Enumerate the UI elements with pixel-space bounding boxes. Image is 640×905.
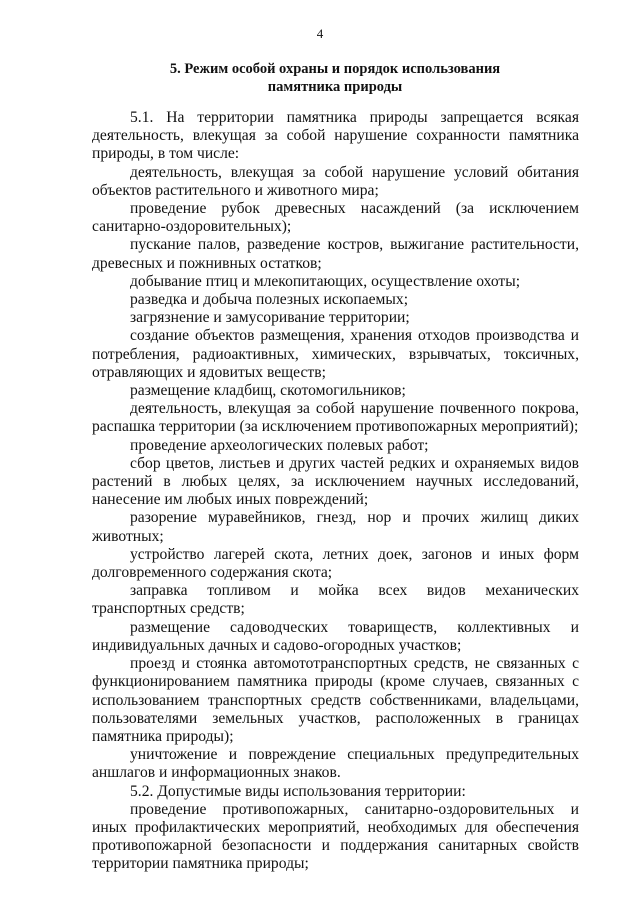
list-item: заправка топливом и мойка всех видов механических транспортных средств;	[92, 582, 579, 618]
document-body	[92, 109, 579, 874]
list-item: создание объектов размещения, хранения отходов производства и потребления, радиоактивных, химических, взрывчатых, токсичных, отравляющих и ядовитых веществ;	[92, 327, 579, 381]
list-item: уничтожение и повреждение специальных предупредительных аншлагов и информационных знаков.	[92, 746, 579, 782]
section-heading	[90, 60, 580, 96]
list-item: размещение садоводческих товариществ, коллективных и индивидуальных дачных и садово-огородных участков;	[92, 618, 579, 654]
list-item: проведение противопожарных, санитарно-оздоровительных и иных профилактических мероприятий, необходимых для обеспечения противопожарной безопасности и поддержания санитарных свойств территории памятника природы;	[92, 800, 579, 873]
list-item: проведение археологических полевых работ;	[130, 436, 429, 454]
paragraph-5-1-intro: 5.1. На территории памятника природы запрещается всякая деятельность, влекущая за собой нарушение сохранности памятника природы, в том числе:	[92, 109, 579, 163]
page-number: 4	[316, 26, 324, 41]
section-heading-line-2: памятника природы	[267, 79, 403, 95]
paragraph-5-2-intro: 5.2. Допустимые виды использования территории:	[130, 782, 466, 800]
list-item: проведение рубок древесных насаждений (за исключением санитарно-оздоровительных);	[92, 200, 579, 236]
list-item: деятельность, влекущая за собой нарушение условий обитания объектов растительного и животного мира;	[92, 163, 579, 199]
list-item: пускание палов, разведение костров, выжигание растительности, древесных и пожнивных остатков;	[92, 236, 579, 272]
section-heading-line-1: 5. Режим особой охраны и порядок использования	[169, 61, 501, 77]
list-item: проезд и стоянка автомототранспортных средств, не связанных с функционированием памятника природы (кроме случаев, связанных с использованием транспортных средств собственниками, владельцами, пользователями земельных участков, расположенных в границах памятника природы);	[92, 655, 579, 745]
list-item: деятельность, влекущая за собой нарушение почвенного покрова, распашка территории (за исключением противопожарных мероприятий);	[92, 400, 579, 436]
list-item: размещение кладбищ, скотомогильников;	[130, 382, 406, 400]
list-item: устройство лагерей скота, летних доек, загонов и иных форм долговременного содержания скота;	[92, 545, 579, 582]
list-item: разведка и добыча полезных ископаемых;	[130, 291, 409, 309]
list-item: добывание птиц и млекопитающих, осуществление охоты;	[130, 272, 521, 290]
list-item: загрязнение и замусоривание территории;	[130, 309, 410, 327]
list-item: разорение муравейников, гнезд, нор и прочих жилищ диких животных;	[92, 509, 579, 545]
list-item: сбор цветов, листьев и других частей редких и охраняемых видов растений в любых целях, за исключением научных исследований, нанесение им любых иных повреждений;	[92, 454, 579, 509]
